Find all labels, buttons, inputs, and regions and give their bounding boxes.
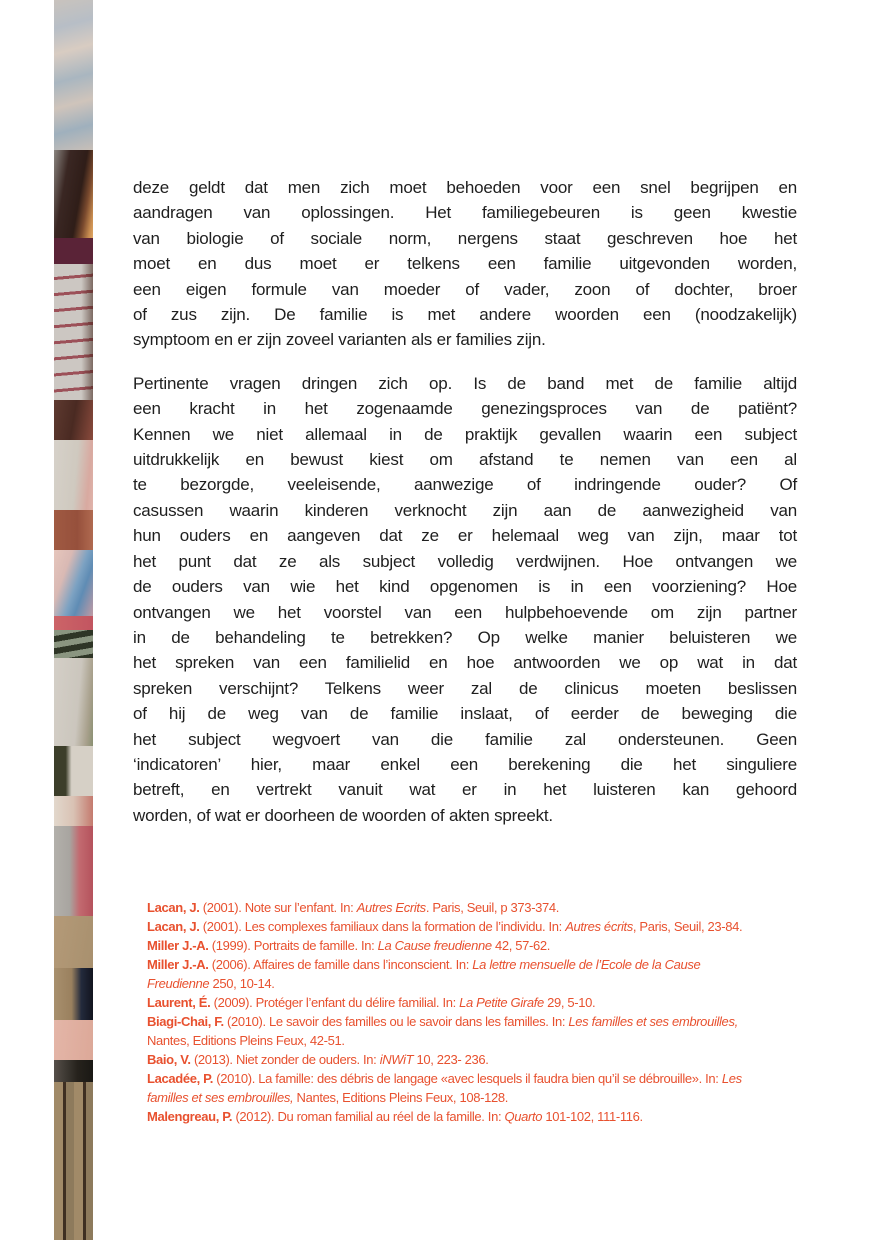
reference-line [147, 1031, 852, 1050]
text-line: worden, of wat er doorheen de woorden of akten spreekt. [133, 805, 553, 825]
photo-strip-segment [54, 264, 93, 400]
text-line: Kennen we niet allemaal in de praktijk gevallen waarin een subject [133, 424, 797, 444]
text-line: hun ouders en aangeven dat ze er helemaal weg van zijn, maar tot [133, 526, 797, 546]
reference-author: Lacan, J. [147, 900, 200, 915]
reference-line [147, 936, 852, 955]
reference-item [147, 1069, 852, 1107]
text-line: symptoom en er zijn zoveel varianten als er families zijn. [133, 330, 546, 350]
photo-strip-segment [54, 150, 93, 238]
text-line: het subject wegvoert van die familie zal ondersteunen. Geen [133, 729, 797, 749]
text-line: een kracht in het zogenaamde genezingsproces van de patiënt? [133, 399, 797, 419]
reference-item [147, 993, 852, 1012]
text-line: of zus zijn. De familie is met andere woorden een (noodzakelijk) [133, 305, 797, 325]
reference-title: La Petite Girafe [459, 995, 544, 1010]
reference-text: 250, 10-14. [209, 976, 275, 991]
reference-text: (2009). Protéger l’enfant du délire familial. In: [210, 995, 460, 1010]
photo-strip-segment [54, 916, 93, 968]
body-text [133, 175, 797, 828]
reference-title: Les familles et ses embrouilles, [568, 1014, 738, 1029]
text-line: in de behandeling te betrekken? Op welke manier beluisteren we [133, 627, 797, 647]
text-line: de ouders van wie het kind opgenomen is in een voorziening? Hoe [133, 577, 797, 597]
reference-line [147, 1050, 852, 1069]
text-line: casussen waarin kinderen verknocht zijn aan de aanwezigheid van [133, 500, 797, 520]
reference-title: La lettre mensuelle de l’Ecole de la Cause [472, 957, 701, 972]
reference-line [147, 898, 852, 917]
reference-title: La Cause freudienne [377, 938, 492, 953]
photo-strip-segment [54, 238, 93, 264]
text-line: betreft, en vertrekt vanuit wat er in het luisteren kan gehoord [133, 780, 797, 800]
reference-item [147, 1012, 852, 1050]
reference-author: Miller J.-A. [147, 957, 209, 972]
reference-line [147, 1069, 852, 1088]
reference-text: 10, 223- 236. [413, 1052, 489, 1067]
photo-strip-segment [54, 0, 93, 150]
reference-text: (2013). Niet zonder de ouders. In: [190, 1052, 380, 1067]
paragraph [133, 175, 797, 353]
reference-title: Les [721, 1071, 742, 1086]
reference-item [147, 955, 852, 993]
text-line: het spreken van een familielid en hoe antwoorden we op wat in dat [133, 653, 797, 673]
text-line: aandragen van oplossingen. Het familiegebeuren is geen kwestie [133, 203, 797, 223]
photo-strip-segment [54, 968, 93, 1020]
photo-strip-segment [54, 1060, 93, 1082]
text-line: uitdrukkelijk en bewust kiest om afstand te nemen van een al [133, 450, 797, 470]
photo-strip-segment [54, 630, 93, 658]
reference-author: Lacan, J. [147, 919, 200, 934]
reference-line [147, 993, 852, 1012]
photo-strip-segment [54, 746, 93, 796]
text-line: het punt dat ze als subject volledig verdwijnen. Hoe ontvangen we [133, 551, 797, 571]
reference-title: Freudienne [147, 976, 210, 991]
text-line: deze geldt dat men zich moet behoeden voor een snel begrijpen en [133, 178, 797, 197]
reference-title: Autres écrits [565, 919, 633, 934]
text-line: van biologie of sociale norm, nergens staat geschreven hoe het [133, 228, 797, 248]
reference-author: Malengreau, P. [147, 1109, 233, 1124]
text-line: of hij de weg van de familie inslaat, of eerder de beweging die [133, 704, 797, 724]
reference-text: (1999). Portraits de famille. In: [208, 938, 378, 953]
reference-text: (2001). Les complexes familiaux dans la formation de l’individu. In: [199, 919, 566, 934]
reference-author: Biagi-Chai, F. [147, 1014, 224, 1029]
photo-strip-segment [54, 440, 93, 510]
reference-author: Baio, V. [147, 1052, 191, 1067]
photo-strip-segment [54, 616, 93, 630]
reference-text: Nantes, Editions Pleins Feux, 42-51. [147, 1033, 345, 1048]
reference-item [147, 1050, 852, 1069]
photo-strip-segment [54, 400, 93, 440]
text-line: te bezorgde, veeleisende, aanwezige of indringende ouder? Of [133, 475, 797, 495]
reference-line [147, 917, 852, 936]
reference-title: Quarto [504, 1109, 543, 1124]
reference-text: 42, 57-62. [491, 938, 551, 953]
reference-text: (2012). Du roman familial au réel de la famille. In: [232, 1109, 505, 1124]
reference-line [147, 1088, 852, 1107]
reference-title: familles et ses embrouilles, [147, 1090, 294, 1105]
text-line: Pertinente vragen dringen zich op. Is de band met de familie altijd [133, 373, 797, 393]
reference-author: Laurent, É. [147, 995, 211, 1010]
reference-item [147, 917, 852, 936]
photo-strip-segment [54, 826, 93, 916]
photo-strip-segment [54, 550, 93, 616]
reference-text: (2010). Le savoir des familles ou le savoir dans les familles. In: [223, 1014, 569, 1029]
text-line: ontvangen we het voorstel van een hulpbehoevende om zijn partner [133, 602, 797, 622]
photo-strip [54, 0, 93, 1240]
reference-text: , Paris, Seuil, 23-84. [632, 919, 743, 934]
text-line: een eigen formule van moeder of vader, zoon of dochter, broer [133, 279, 797, 299]
reference-line [147, 1107, 852, 1126]
reference-text: 29, 5-10. [543, 995, 596, 1010]
reference-line [147, 974, 852, 993]
reference-title: iNWiT [379, 1052, 414, 1067]
photo-strip-segment [54, 1082, 93, 1240]
reference-title: Autres Ecrits [356, 900, 426, 915]
reference-text: (2010). La famille: des débris de langage «avec lesquels il faudra bien qu’il se débrouille». In: [213, 1071, 722, 1086]
text-line: ‘indicatoren’ hier, maar enkel een berekening die het singuliere [133, 754, 797, 774]
photo-strip-segment [54, 658, 93, 746]
reference-text: (2006). Affaires de famille dans l’inconscient. In: [208, 957, 473, 972]
reference-author: Lacadée, P. [147, 1071, 214, 1086]
reference-text: 101-102, 111-116. [542, 1109, 643, 1124]
reference-text: Nantes, Editions Pleins Feux, 108-128. [293, 1090, 508, 1105]
photo-strip-segment [54, 1020, 93, 1060]
text-line: moet en dus moet er telkens een familie uitgevonden worden, [133, 254, 797, 274]
reference-item [147, 898, 852, 917]
reference-author: Miller J.-A. [147, 938, 209, 953]
references [147, 898, 852, 1126]
photo-strip-segment [54, 796, 93, 826]
text-line: spreken verschijnt? Telkens weer zal de clinicus moeten beslissen [133, 678, 797, 698]
photo-strip-segment [54, 510, 93, 550]
reference-line [147, 955, 852, 974]
reference-line [147, 1012, 852, 1031]
reference-item [147, 1107, 852, 1126]
reference-text: (2001). Note sur l’enfant. In: [199, 900, 357, 915]
reference-text: . Paris, Seuil, p 373-374. [425, 900, 560, 915]
reference-item [147, 936, 852, 955]
paragraph [133, 371, 797, 828]
